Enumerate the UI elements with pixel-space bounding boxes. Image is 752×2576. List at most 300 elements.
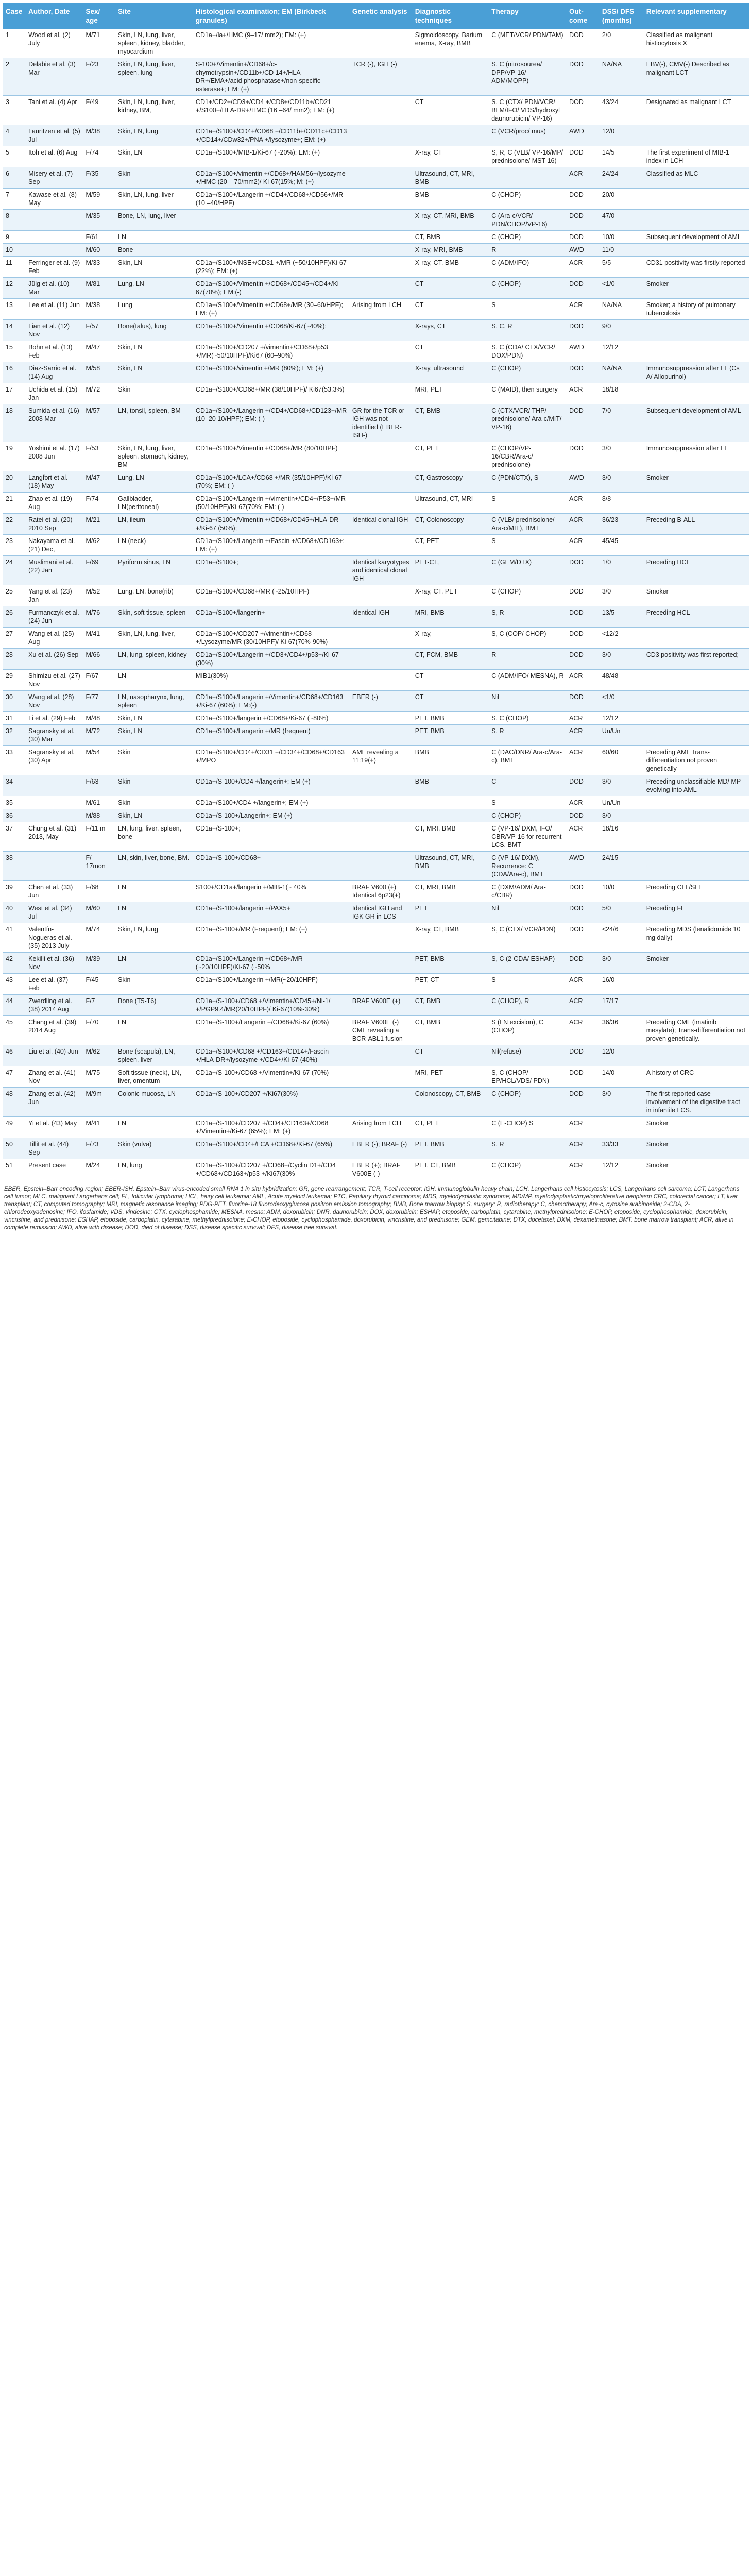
cell-case: 14: [3, 320, 26, 341]
cell-case: 26: [3, 606, 26, 628]
cell-therapy: S: [489, 535, 567, 556]
cell-diagnostic-techniques: Ultrasound, CT, MRI: [413, 493, 489, 514]
cell-therapy: S, C (nitrosourea/ DPP/VP-16/ ADM/MOPP): [489, 58, 567, 96]
cell-site: LN, lung, liver, spleen, bone: [115, 822, 193, 852]
cell-therapy: S, C (CDA/ CTX/VCR/ DOX/PDN): [489, 341, 567, 362]
cell-histology: CD1a+/S-100+/Langerin+; EM (+): [193, 809, 350, 822]
cell-sex-age: M/47: [83, 471, 115, 493]
cell-case: 48: [3, 1088, 26, 1117]
table-row: [3, 1045, 749, 1066]
cell-histology: CD1a+/S100+/Langerin +/Fascin +/CD68+/CD163+; EM: (+): [193, 535, 350, 556]
cell-author-date: Zhao et al. (19) Aug: [26, 493, 83, 514]
cell-sex-age: M/21: [83, 514, 115, 535]
header-site: Site: [115, 3, 193, 29]
cell-site: Skin: [115, 746, 193, 775]
cell-case: 51: [3, 1159, 26, 1180]
cell-author-date: Misery et al. (7) Sep: [26, 167, 83, 189]
cell-genetic-analysis: [350, 535, 413, 556]
cell-supplementary: Smoker: [644, 1138, 749, 1159]
cell-sex-age: F/70: [83, 1016, 115, 1045]
cell-site: Bone, LN, lung, liver: [115, 210, 193, 231]
cell-author-date: Shimizu et al. (27) Nov: [26, 670, 83, 691]
cell-site: Skin: [115, 796, 193, 809]
cell-supplementary: [644, 535, 749, 556]
cell-supplementary: Smoker; a history of pulmonary tuberculosis: [644, 299, 749, 320]
cell-author-date: Sagransky et al. (30) Mar: [26, 725, 83, 746]
table-row: [3, 902, 749, 923]
cell-genetic-analysis: [350, 231, 413, 244]
cell-outcome: ACR: [567, 514, 600, 535]
cell-site: LN, skin, liver, bone, BM.: [115, 852, 193, 881]
cell-therapy: S, R: [489, 1138, 567, 1159]
cell-genetic-analysis: Identical clonal IGH: [350, 514, 413, 535]
cell-sex-age: M/74: [83, 923, 115, 953]
cell-therapy: R: [489, 649, 567, 670]
table-row: [3, 746, 749, 775]
cell-genetic-analysis: EBER (-); BRAF (-): [350, 1138, 413, 1159]
cell-supplementary: [644, 189, 749, 210]
cell-site: Bone: [115, 244, 193, 257]
cell-outcome: ACR: [567, 974, 600, 995]
cell-author-date: Sagransky et al. (30) Apr: [26, 746, 83, 775]
cell-genetic-analysis: [350, 1045, 413, 1066]
cell-case: 8: [3, 210, 26, 231]
cell-therapy: C (ADM/IFO): [489, 257, 567, 278]
cell-therapy: C (VP-16/ DXM), Recurrence: C (CDA/Ara-c), BMT: [489, 852, 567, 881]
cell-site: Skin, LN: [115, 725, 193, 746]
cell-supplementary: CD3 positivity was first reported;: [644, 649, 749, 670]
cell-dss-dfs: 17/17: [600, 995, 644, 1016]
cell-diagnostic-techniques: X-ray, MRI, BMB: [413, 244, 489, 257]
cell-histology: CD1a+/S-100+/CD207 +/Ki67(30%): [193, 1088, 350, 1117]
cell-site: Colonic mucosa, LN: [115, 1088, 193, 1117]
cell-histology: CD1a+/S100+/Langerin +/MR(~20/10HPF): [193, 974, 350, 995]
cell-supplementary: Preceding B-ALL: [644, 514, 749, 535]
cell-site: Skin, LN, lung: [115, 125, 193, 146]
cell-therapy: S, C (CTX/ PDN/VCR/ BLM/IFO/ VDS/hydroxyl daunorubicin/ VP-16): [489, 96, 567, 125]
header-histology: Histological examination; EM (Birkbeck granules): [193, 3, 350, 29]
cell-outcome: DOD: [567, 775, 600, 796]
cell-site: LN: [115, 902, 193, 923]
cell-diagnostic-techniques: CT, BMB: [413, 404, 489, 442]
cell-author-date: [26, 852, 83, 881]
cell-therapy: S: [489, 493, 567, 514]
cell-histology: CD1a+/S100+/CD4+/CD31 +/CD34+/CD68+/CD163 +/MPO: [193, 746, 350, 775]
cell-case: 12: [3, 278, 26, 299]
cell-sex-age: M/62: [83, 1045, 115, 1066]
cell-genetic-analysis: [350, 341, 413, 362]
cell-outcome: DOD: [567, 278, 600, 299]
cell-supplementary: [644, 691, 749, 712]
cell-genetic-analysis: [350, 852, 413, 881]
header-diagnostic-techniques: Diagnostic techniques: [413, 3, 489, 29]
cell-outcome: ACR: [567, 493, 600, 514]
cell-diagnostic-techniques: MRI, PET: [413, 383, 489, 404]
cell-histology: CD1a+/S100+/CD68+/MR (38/10HPF)/ Ki67(53.3%): [193, 383, 350, 404]
cell-case: 46: [3, 1045, 26, 1066]
cell-site: Skin, LN, lung, liver, kidney, BM,: [115, 96, 193, 125]
cell-author-date: West et al. (34) Jul: [26, 902, 83, 923]
cell-therapy: S, C (2-CDA/ ESHAP): [489, 953, 567, 974]
cell-therapy: C (CHOP): [489, 1159, 567, 1180]
cell-supplementary: [644, 125, 749, 146]
cell-genetic-analysis: [350, 146, 413, 167]
cell-case: 19: [3, 442, 26, 471]
cell-genetic-analysis: [350, 362, 413, 383]
cell-site: Skin, LN: [115, 257, 193, 278]
cell-histology: CD1a+/S100+;: [193, 556, 350, 585]
cell-diagnostic-techniques: CT, PET: [413, 535, 489, 556]
cell-diagnostic-techniques: CT, MRI, BMB: [413, 822, 489, 852]
cell-genetic-analysis: Arising from LCH: [350, 1117, 413, 1138]
cell-dss-dfs: <1/0: [600, 278, 644, 299]
cell-site: LN: [115, 881, 193, 902]
cell-site: Bone(talus), lung: [115, 320, 193, 341]
cell-genetic-analysis: [350, 923, 413, 953]
cell-genetic-analysis: [350, 493, 413, 514]
cell-supplementary: [644, 995, 749, 1016]
cell-genetic-analysis: Identical IGH: [350, 606, 413, 628]
cell-sex-age: F/73: [83, 1138, 115, 1159]
cell-outcome: DOD: [567, 96, 600, 125]
cell-sex-age: M/38: [83, 125, 115, 146]
cell-diagnostic-techniques: BMB: [413, 746, 489, 775]
cell-diagnostic-techniques: X-ray,: [413, 628, 489, 649]
cell-genetic-analysis: [350, 383, 413, 404]
cell-author-date: Valentín-Nogueras et al. (35) 2013 July: [26, 923, 83, 953]
cell-site: LN: [115, 231, 193, 244]
cell-outcome: ACR: [567, 712, 600, 725]
cell-author-date: Li et al. (29) Feb: [26, 712, 83, 725]
cell-histology: CD1a+/S100+/langerin+: [193, 606, 350, 628]
cell-diagnostic-techniques: PET, CT: [413, 974, 489, 995]
cell-sex-age: F/61: [83, 231, 115, 244]
table-row: [3, 712, 749, 725]
cell-supplementary: Smoker: [644, 1117, 749, 1138]
cell-supplementary: Preceding MDS (lenalidomide 10 mg daily): [644, 923, 749, 953]
cell-outcome: AWD: [567, 471, 600, 493]
table-row: [3, 535, 749, 556]
cell-supplementary: [644, 796, 749, 809]
cell-dss-dfs: 3/0: [600, 649, 644, 670]
cell-case: 31: [3, 712, 26, 725]
cell-outcome: DOD: [567, 362, 600, 383]
cell-dss-dfs: 3/0: [600, 471, 644, 493]
cell-histology: CD1a+/S-100+/CD4 +/langerin+; EM (+): [193, 775, 350, 796]
cell-therapy: Nil(refuse): [489, 1045, 567, 1066]
cell-supplementary: Smoker: [644, 278, 749, 299]
cell-outcome: DOD: [567, 585, 600, 606]
cell-outcome: DOD: [567, 902, 600, 923]
cell-histology: S-100+/Vimentin+/CD68+/α-chymotrypsin+/CD11b+/CD 14+/HLA-DR+/EMA+/acid phosphatase+/non-specific esterase+; EM: (+): [193, 58, 350, 96]
cell-site: LN, lung, spleen, kidney: [115, 649, 193, 670]
cell-author-date: Ratei et al. (20) 2010 Sep: [26, 514, 83, 535]
cell-case: 9: [3, 231, 26, 244]
cell-therapy: S, R: [489, 725, 567, 746]
cell-histology: CD1a+/S100+/MIB-1/Ki-67 (~20%); EM: (+): [193, 146, 350, 167]
cell-therapy: C (CHOP): [489, 1088, 567, 1117]
cell-sex-age: F/35: [83, 167, 115, 189]
cell-case: 20: [3, 471, 26, 493]
cell-therapy: C (VLB/ prednisolone/ Ara-c/MIT), BMT: [489, 514, 567, 535]
cell-diagnostic-techniques: Ultrasound, CT, MRI, BMB: [413, 852, 489, 881]
cell-genetic-analysis: [350, 320, 413, 341]
cell-site: Bone (T5-T6): [115, 995, 193, 1016]
cell-author-date: Lee et al. (11) Jun: [26, 299, 83, 320]
cell-diagnostic-techniques: CT: [413, 670, 489, 691]
cell-diagnostic-techniques: Colonoscopy, CT, BMB: [413, 1088, 489, 1117]
cell-supplementary: [644, 383, 749, 404]
cell-supplementary: Preceding HCL: [644, 606, 749, 628]
cell-histology: S100+/CD1a+/langerin +/MIB-1(~ 40%: [193, 881, 350, 902]
cell-sex-age: M/66: [83, 649, 115, 670]
cell-genetic-analysis: [350, 442, 413, 471]
table-row: [3, 1016, 749, 1045]
cell-dss-dfs: 33/33: [600, 1138, 644, 1159]
cell-supplementary: [644, 822, 749, 852]
cell-sex-age: M/88: [83, 809, 115, 822]
cell-diagnostic-techniques: CT, Gastroscopy: [413, 471, 489, 493]
cell-diagnostic-techniques: MRI, PET: [413, 1066, 489, 1088]
cell-histology: CD1a+/S-100+/CD207 +/CD68+/Cyclin D1+/CD4 +/CD68+/CD163+/p53 +/Ki67(30%: [193, 1159, 350, 1180]
cell-therapy: Nil: [489, 691, 567, 712]
cell-author-date: Yi et al. (43) May: [26, 1117, 83, 1138]
cell-therapy: C (ADM/IFO/ MESNA), R: [489, 670, 567, 691]
cell-site: Skin, LN: [115, 809, 193, 822]
cell-sex-age: M/60: [83, 902, 115, 923]
cell-author-date: Lauritzen et al. (5) Jul: [26, 125, 83, 146]
cell-outcome: DOD: [567, 231, 600, 244]
header-genetic-analysis: Genetic analysis: [350, 3, 413, 29]
cell-histology: CD1a+/S-100+/MR (Frequent); EM: (+): [193, 923, 350, 953]
cell-supplementary: The first reported case involvement of the digestive tract in infantile LCS.: [644, 1088, 749, 1117]
cell-histology: CD1a+/S100+/Vimentin +/CD68+/CD45+/CD4+/Ki-67(70%); EM:(-): [193, 278, 350, 299]
cell-histology: CD1a+/S100+/CD4+/CD68 +/CD11b+/CD11c+/CD13 +/CD14+/CDw32+/PNA +/lysozyme+; EM: (+): [193, 125, 350, 146]
cell-author-date: [26, 809, 83, 822]
cell-genetic-analysis: [350, 628, 413, 649]
table-row: [3, 299, 749, 320]
cell-diagnostic-techniques: X-ray, CT, BMB: [413, 923, 489, 953]
table-row: [3, 725, 749, 746]
cell-diagnostic-techniques: CT, MRI, BMB: [413, 881, 489, 902]
cell-dss-dfs: 10/0: [600, 231, 644, 244]
cell-diagnostic-techniques: CT, BMB: [413, 231, 489, 244]
cell-outcome: DOD: [567, 442, 600, 471]
table-row: [3, 125, 749, 146]
cell-author-date: [26, 796, 83, 809]
cell-author-date: Yang et al. (23) Jan: [26, 585, 83, 606]
cell-dss-dfs: 7/0: [600, 404, 644, 442]
cell-case: 40: [3, 902, 26, 923]
cell-histology: CD1a+/S-100+/CD68+: [193, 852, 350, 881]
table-row: [3, 189, 749, 210]
cell-therapy: C (CHOP): [489, 189, 567, 210]
cell-case: 11: [3, 257, 26, 278]
cell-therapy: C (Ara-c/VCR/ PDN/CHOP/VP-16): [489, 210, 567, 231]
table-row: [3, 1066, 749, 1088]
cell-therapy: S: [489, 299, 567, 320]
cell-genetic-analysis: [350, 1088, 413, 1117]
cell-case: 37: [3, 822, 26, 852]
cell-author-date: Chung et al. (31) 2013, May: [26, 822, 83, 852]
cell-case: 29: [3, 670, 26, 691]
cell-histology: CD1a+/S100+/LCA+/CD68 +/MR (35/10HPF)/Ki-67 (70%; EM: (-): [193, 471, 350, 493]
cell-histology: [193, 244, 350, 257]
cell-case: 49: [3, 1117, 26, 1138]
cell-genetic-analysis: [350, 809, 413, 822]
cell-histology: CD1a+/S100+/NSE+/CD31 +/MR (~50/10HPF)/Ki-67 (22%); EM: (+): [193, 257, 350, 278]
cell-dss-dfs: 8/8: [600, 493, 644, 514]
cell-dss-dfs: NA/NA: [600, 58, 644, 96]
cell-dss-dfs: Un/Un: [600, 796, 644, 809]
cell-case: 41: [3, 923, 26, 953]
cell-diagnostic-techniques: X-ray, CT, MRI, BMB: [413, 210, 489, 231]
cell-author-date: Jülg et al. (10) Mar: [26, 278, 83, 299]
table-row: [3, 822, 749, 852]
cell-supplementary: Preceding FL: [644, 902, 749, 923]
table-row: [3, 442, 749, 471]
cell-sex-age: M/81: [83, 278, 115, 299]
cell-histology: CD1a+/S100+/vimentin +/CD68+/HAM56+/lysozyme +/HMC (20 – 70/mm2)/ Ki-67(15%; M: (+): [193, 167, 350, 189]
cell-case: 13: [3, 299, 26, 320]
cell-diagnostic-techniques: PET, BMB: [413, 712, 489, 725]
cell-dss-dfs: <12/2: [600, 628, 644, 649]
cell-supplementary: Designated as malignant LCT: [644, 96, 749, 125]
cell-therapy: C (CHOP): [489, 362, 567, 383]
cell-genetic-analysis: EBER (-): [350, 691, 413, 712]
cell-dss-dfs: 16/0: [600, 974, 644, 995]
cell-genetic-analysis: [350, 29, 413, 58]
cell-case: 10: [3, 244, 26, 257]
cell-genetic-analysis: BRAF V600E (+): [350, 995, 413, 1016]
table-row: [3, 691, 749, 712]
cell-genetic-analysis: TCR (-), IGH (-): [350, 58, 413, 96]
cell-diagnostic-techniques: MRI, BMB: [413, 606, 489, 628]
cell-diagnostic-techniques: [413, 125, 489, 146]
table-row: [3, 58, 749, 96]
cell-case: 30: [3, 691, 26, 712]
cell-outcome: DOD: [567, 953, 600, 974]
cell-outcome: DOD: [567, 1066, 600, 1088]
cell-outcome: DOD: [567, 1045, 600, 1066]
cell-dss-dfs: 12/0: [600, 1045, 644, 1066]
cell-author-date: Muslimani et al. (22) Jan: [26, 556, 83, 585]
cell-genetic-analysis: [350, 125, 413, 146]
cell-sex-age: F/ 17mon: [83, 852, 115, 881]
cell-histology: CD1a+/S100+/Langerin +/CD68+/MR (~20/10HPF)/Ki-67 (~50%: [193, 953, 350, 974]
cell-supplementary: [644, 244, 749, 257]
cell-genetic-analysis: [350, 278, 413, 299]
cell-supplementary: Immunosuppression after LT: [644, 442, 749, 471]
cell-outcome: ACR: [567, 1117, 600, 1138]
cell-diagnostic-techniques: X-ray, CT, PET: [413, 585, 489, 606]
table-container: [0, 0, 752, 1237]
cell-outcome: ACR: [567, 822, 600, 852]
table-row: [3, 404, 749, 442]
cell-sex-age: M/47: [83, 341, 115, 362]
cell-therapy: S, R: [489, 606, 567, 628]
cell-outcome: DOD: [567, 146, 600, 167]
cell-supplementary: Preceding HCL: [644, 556, 749, 585]
cell-histology: CD1a+/S100+/langerin +/CD68+/Ki-67 (~80%): [193, 712, 350, 725]
cell-genetic-analysis: Identical karyotypes and identical clonal IGH: [350, 556, 413, 585]
table-row: [3, 1159, 749, 1180]
cell-histology: CD1a+/S100+/Vimentin +/CD68+/MR (80/10HPF): [193, 442, 350, 471]
cell-diagnostic-techniques: PET, BMB: [413, 1138, 489, 1159]
cell-supplementary: Subsequent development of AML: [644, 231, 749, 244]
cell-diagnostic-techniques: Ultrasound, CT, MRI, BMB: [413, 167, 489, 189]
cell-histology: [193, 231, 350, 244]
cell-site: Pyriform sinus, LN: [115, 556, 193, 585]
cell-outcome: DOD: [567, 556, 600, 585]
cell-sex-age: F/49: [83, 96, 115, 125]
cell-supplementary: [644, 809, 749, 822]
cell-histology: CD1a+/S100+/Langerin +/vimentin+/CD4+/P53+/MR (50/10HPF)/Ki-67(70%; EM: (-): [193, 493, 350, 514]
cell-site: Skin, LN: [115, 712, 193, 725]
table-row: [3, 471, 749, 493]
cell-case: 4: [3, 125, 26, 146]
cell-sex-age: M/62: [83, 535, 115, 556]
table-row: [3, 953, 749, 974]
cell-dss-dfs: NA/NA: [600, 299, 644, 320]
table-row: [3, 796, 749, 809]
cell-author-date: Uchida et al. (15) Jan: [26, 383, 83, 404]
cell-histology: CD1a+/S100+/CD68 +/CD163+/CD14+/Fascin +/HLA-DR+/lysozyme +/CD4+/Ki-67 (40%): [193, 1045, 350, 1066]
cell-dss-dfs: 3/0: [600, 1088, 644, 1117]
cell-site: LN, tonsil, spleen, BM: [115, 404, 193, 442]
cell-histology: CD1a+/la+/HMC (9–17/ mm2); EM: (+): [193, 29, 350, 58]
cell-author-date: Delabie et al. (3) Mar: [26, 58, 83, 96]
table-row: [3, 649, 749, 670]
cell-diagnostic-techniques: CT, PET: [413, 1117, 489, 1138]
table-row: [3, 244, 749, 257]
cell-sex-age: M/41: [83, 1117, 115, 1138]
cell-outcome: DOD: [567, 29, 600, 58]
cell-dss-dfs: 1/0: [600, 556, 644, 585]
cell-outcome: AWD: [567, 852, 600, 881]
header-supplementary: Relevant supplementary: [644, 3, 749, 29]
cell-sex-age: F/69: [83, 556, 115, 585]
cell-case: 27: [3, 628, 26, 649]
cell-sex-age: M/9m: [83, 1088, 115, 1117]
cell-site: LN: [115, 1016, 193, 1045]
cell-case: 39: [3, 881, 26, 902]
cell-sex-age: F/23: [83, 58, 115, 96]
cell-dss-dfs: <1/0: [600, 691, 644, 712]
cell-diagnostic-techniques: CT: [413, 299, 489, 320]
cell-outcome: DOD: [567, 320, 600, 341]
cell-supplementary: Preceding unclassifiable MD/ MP evolving into AML: [644, 775, 749, 796]
cell-case: 2: [3, 58, 26, 96]
cell-author-date: Wang et al. (28) Nov: [26, 691, 83, 712]
cell-diagnostic-techniques: CT, FCM, BMB: [413, 649, 489, 670]
cell-diagnostic-techniques: [413, 796, 489, 809]
cell-author-date: Lee et al. (37) Feb: [26, 974, 83, 995]
cell-genetic-analysis: Arising from LCH: [350, 299, 413, 320]
cell-author-date: Zwerdling et al. (38) 2014 Aug: [26, 995, 83, 1016]
cell-site: Skin: [115, 167, 193, 189]
cell-dss-dfs: 2/0: [600, 29, 644, 58]
cell-case: 33: [3, 746, 26, 775]
cell-dss-dfs: 3/0: [600, 442, 644, 471]
cell-therapy: C (CTX/VCR/ THP/ prednisolone/ Ara-c/MIT/ VP-16): [489, 404, 567, 442]
cell-sex-age: F/77: [83, 691, 115, 712]
table-row: [3, 231, 749, 244]
cell-genetic-analysis: [350, 210, 413, 231]
cell-author-date: Nakayama et al. (21) Dec,: [26, 535, 83, 556]
cell-supplementary: [644, 1045, 749, 1066]
cell-histology: CD1a+/S-100+/langerin +/PAX5+: [193, 902, 350, 923]
